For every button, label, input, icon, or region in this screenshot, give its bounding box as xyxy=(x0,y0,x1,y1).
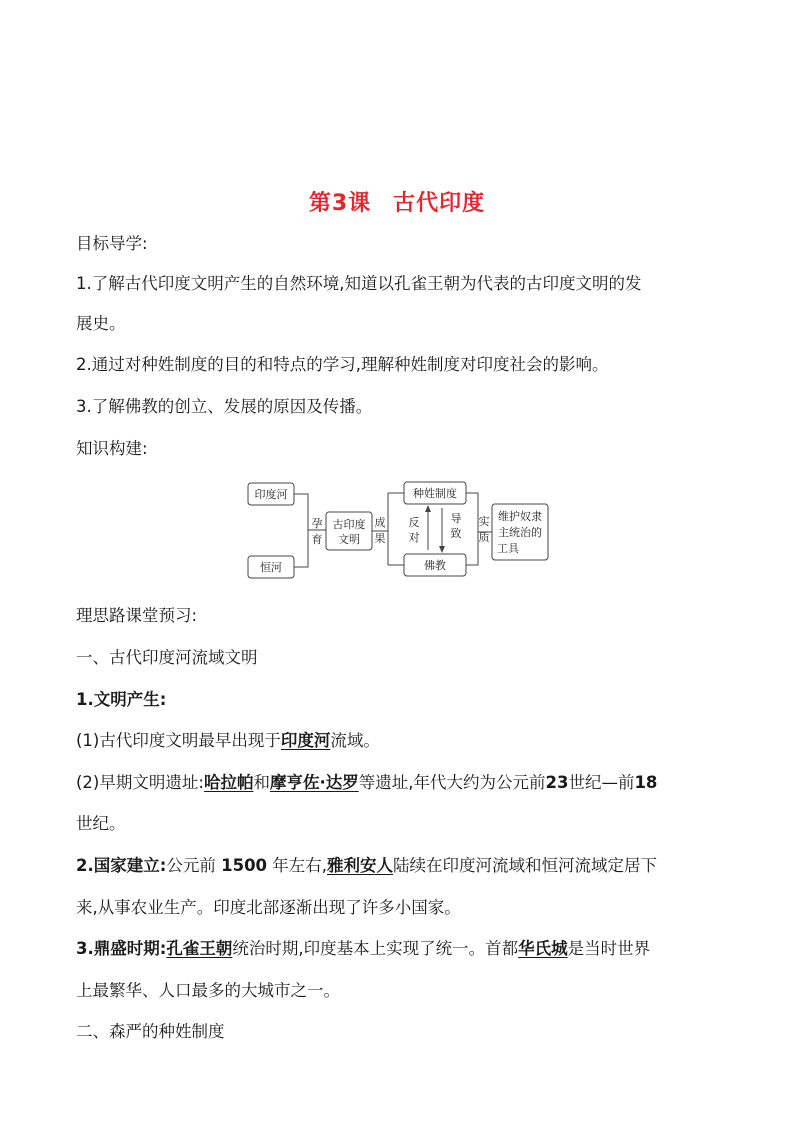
label-result-1: 成 xyxy=(374,516,386,529)
answer-mohenjo-daro: 摩亨佐·达罗 xyxy=(269,773,359,792)
answer-maurya: 孔雀王朝 xyxy=(166,939,233,958)
civ-origin-heading: 1.文明产生: xyxy=(76,690,167,709)
label-oppose-1: 反 xyxy=(408,516,420,529)
goal-item-3: 3.了解佛教的创立、发展的原因及传播。 xyxy=(76,397,373,416)
lesson-number: 第3课 xyxy=(308,191,372,216)
civ-origin-point-1: (1)古代印度文明最早出现于印度河流域。 xyxy=(76,731,380,750)
knowledge-diagram xyxy=(246,478,556,582)
text-buddhism: 佛教 xyxy=(424,559,446,572)
text-essence-3: 工具 xyxy=(497,542,519,555)
golden-age: 3.鼎盛时期:孔雀王朝统治时期,印度基本上实现了统一。首都华氏城是当时世界 xyxy=(76,939,651,958)
civ-origin-point-2-cont: 世纪。 xyxy=(76,814,126,833)
knowledge-heading: 知识构建: xyxy=(76,439,148,458)
text-ganges: 恒河 xyxy=(260,561,282,574)
label-nurture-1: 孕 xyxy=(311,517,323,530)
civ-origin-point-2: (2)早期文明遗址:哈拉帕和摩亨佐·达罗等遗址,年代大约为公元前23世纪—前18 xyxy=(76,773,658,792)
label-lead-1: 导 xyxy=(450,512,462,525)
answer-pataliputra: 华氏城 xyxy=(518,939,568,958)
goals-heading: 目标导学: xyxy=(76,234,148,253)
label-essence-1: 实 xyxy=(478,515,490,528)
section-1-heading: 一、古代印度河流域文明 xyxy=(76,648,258,667)
goal-item-2: 2.通过对种姓制度的目的和特点的学习,理解种姓制度对印度社会的影响。 xyxy=(76,355,609,374)
text-essence-2: 主统治的 xyxy=(498,526,542,539)
state-founding-cont: 来,从事农业生产。印度北部逐渐出现了许多小国家。 xyxy=(76,898,461,917)
section-2-heading: 二、森严的种姓制度 xyxy=(76,1022,225,1041)
label-oppose-2: 对 xyxy=(408,531,420,544)
label-result-2: 果 xyxy=(374,532,386,545)
text-caste: 种姓制度 xyxy=(413,487,457,500)
label-lead-2: 致 xyxy=(450,527,462,540)
answer-indus: 印度河 xyxy=(280,731,331,750)
text-civ-2: 文明 xyxy=(338,533,360,546)
answer-aryans: 雅利安人 xyxy=(327,856,394,875)
page-title xyxy=(0,186,794,217)
state-founding: 2.国家建立:公元前 1500 年左右,雅利安人陆续在印度河流域和恒河流域定居下 xyxy=(76,856,658,875)
golden-age-cont: 上最繁华、人口最多的大城市之一。 xyxy=(76,981,340,1000)
label-essence-2: 质 xyxy=(478,531,490,544)
answer-harappa: 哈拉帕 xyxy=(203,773,254,792)
goal-item-1-cont: 展史。 xyxy=(76,314,126,333)
label-nurture-2: 育 xyxy=(311,533,323,546)
text-civ-1: 古印度 xyxy=(332,518,366,531)
preview-heading: 理思路课堂预习: xyxy=(76,606,198,625)
text-indus: 印度河 xyxy=(254,488,288,501)
lesson-name: 古代印度 xyxy=(393,191,486,216)
goal-item-1: 1.了解古代印度文明产生的自然环境,知道以孔雀王朝为代表的古印度文明的发 xyxy=(76,274,642,293)
text-essence-1: 维护奴隶 xyxy=(498,510,542,523)
